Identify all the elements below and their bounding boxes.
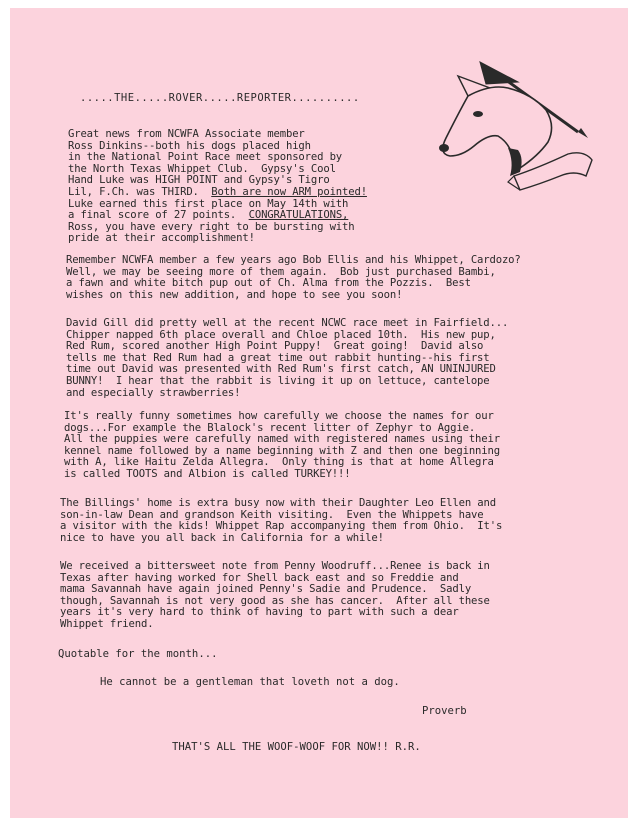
text-line: It's really funny sometimes how carefully we choose the names for our bbox=[64, 410, 494, 422]
text-line: with A, like Haitu Zelda Allegra. Only thing is that at home Allegra bbox=[64, 456, 494, 469]
text-line: Lil, F.Ch. was THIRD. Both are now ARM pointed! bbox=[68, 185, 367, 198]
text-line: Well, we may be seeing more of them again. Bob just purchased Bambi, bbox=[66, 265, 496, 278]
article-blalock bbox=[64, 411, 500, 481]
text-line: Ross, you have every right to be bursting with bbox=[68, 220, 355, 233]
text-line: BUNNY! I hear that the rabbit is living it up on lettuce, cantelope bbox=[66, 374, 490, 387]
quote-source: Proverb bbox=[422, 705, 467, 717]
underlined-phrase: Both are now ARM pointed! bbox=[211, 185, 367, 198]
article-billings bbox=[60, 498, 502, 544]
text-line: pride at their accomplishment! bbox=[68, 232, 255, 245]
text-line: Red Rum, scored another High Point Puppy! Great going! David also bbox=[66, 340, 484, 353]
text-line: a fawn and white bitch pup out of Ch. Alma from the Pozzis. Best bbox=[66, 277, 471, 290]
newsletter-page bbox=[10, 8, 628, 818]
text-line: son-in-law Dean and grandson Keith visiting. Even the Whippets have bbox=[60, 508, 484, 521]
text-line: Luke earned this first place on May 14th with bbox=[68, 197, 349, 210]
article-ellis bbox=[66, 255, 521, 301]
text-line: is called TOOTS and Albion is called TURKEY!!! bbox=[64, 467, 351, 480]
text-line: Texas after having worked for Shell back east and so Freddie and bbox=[60, 571, 459, 584]
text-line: nice to have you all back in California for a while! bbox=[60, 531, 384, 544]
text-line: David Gill did pretty well at the recent NCWC race meet in Fairfield... bbox=[66, 317, 509, 329]
text-line: Whippet friend. bbox=[60, 617, 154, 630]
quote-text: He cannot be a gentleman that loveth not a dog. bbox=[100, 676, 400, 688]
whippet-head-with-banner-icon bbox=[428, 58, 598, 198]
text-line: Chipper napped 6th place overall and Chloe placed 10th. His new pup, bbox=[66, 328, 496, 341]
text-line: Remember NCWFA member a few years ago Bob Ellis and his Whippet, Cardozo? bbox=[66, 254, 521, 266]
text-line: and especially strawberries! bbox=[66, 386, 241, 399]
text-line: Great news from NCWFA Associate member bbox=[68, 128, 305, 140]
text-line: mama Savannah have again joined Penny's Sadie and Prudence. Sadly bbox=[60, 583, 472, 596]
signoff-line: THAT'S ALL THE WOOF-WOOF FOR NOW!! R.R. bbox=[172, 741, 421, 753]
article-gill bbox=[66, 318, 508, 399]
text-line: in the National Point Race meet sponsored by bbox=[68, 151, 343, 164]
text-line: though, Savannah is not very good as she has cancer. After all these bbox=[60, 594, 490, 607]
text-line: All the puppies were carefully named with registered names using their bbox=[64, 433, 500, 446]
text-line: years it's very hard to think of having to part with such a dear bbox=[60, 606, 459, 619]
article-woodruff bbox=[60, 561, 490, 631]
text-line: the North Texas Whippet Club. Gypsy's Cool bbox=[68, 162, 336, 175]
text-line: The Billings' home is extra busy now with their Daughter Leo Ellen and bbox=[60, 497, 496, 509]
text-line: We received a bittersweet note from Penny Woodruff...Renee is back in bbox=[60, 560, 490, 572]
text-line: kennel name followed by a name beginning with Z and then one beginning bbox=[64, 444, 500, 457]
underlined-phrase: CONGRATULATIONS, bbox=[248, 209, 349, 222]
quotable-heading: Quotable for the month... bbox=[58, 648, 218, 660]
text-line: a visitor with the kids! Whippet Rap accompanying them from Ohio. It's bbox=[60, 520, 503, 533]
text-line: dogs...For example the Blalock's recent litter of Zephyr to Aggie. bbox=[64, 421, 476, 434]
article-dinkins bbox=[68, 129, 367, 245]
text-line: Ross Dinkins--both his dogs placed high bbox=[68, 139, 311, 152]
text-line: Hand Luke was HIGH POINT and Gypsy's Tigro bbox=[68, 174, 330, 187]
text-line: time out David was presented with Red Rum's first catch, AN UNINJURED bbox=[66, 363, 496, 376]
newsletter-masthead: .....THE.....ROVER.....REPORTER.......... bbox=[80, 92, 360, 104]
text-line: tells me that Red Rum had a great time out rabbit hunting--his first bbox=[66, 351, 490, 364]
text-line: a final score of 27 points. CONGRATULATIONS, bbox=[68, 209, 349, 222]
text-line: wishes on this new addition, and hope to see you soon! bbox=[66, 288, 403, 301]
